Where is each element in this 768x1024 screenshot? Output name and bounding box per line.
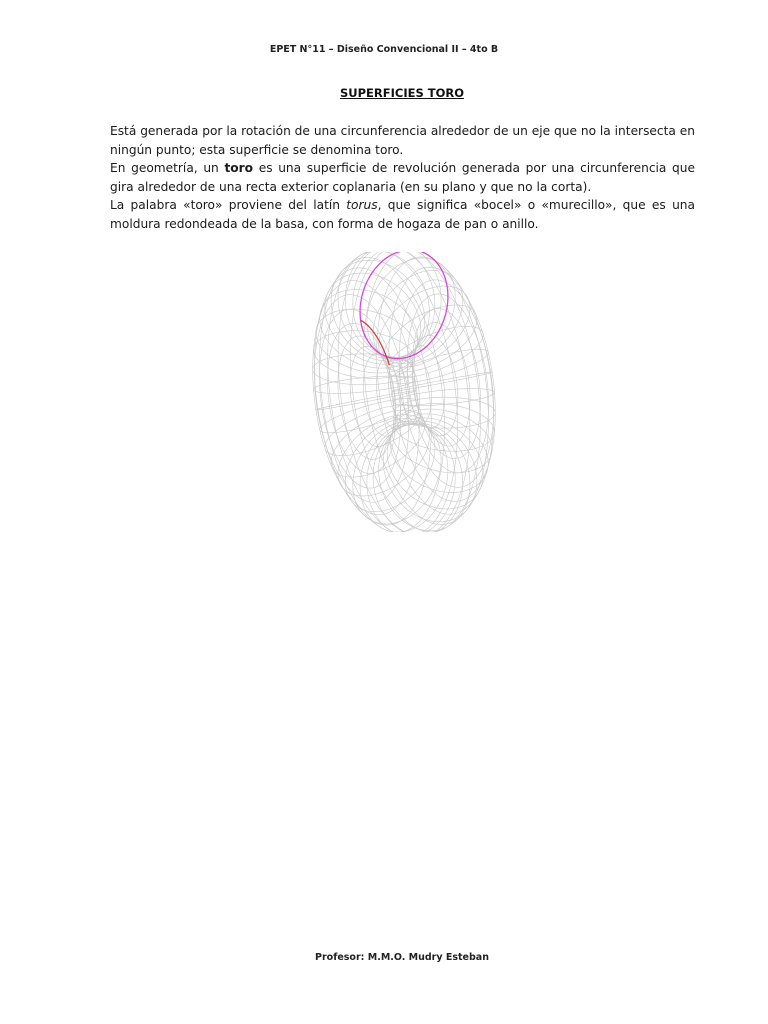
- paragraph-2: [110, 159, 695, 196]
- paragraph-3: [110, 196, 695, 233]
- page-header: EPET N°11 – Diseño Convencional II – 4to B: [269, 44, 499, 55]
- torus-parallel-line: [350, 252, 480, 532]
- paragraph-3-italic-term: torus: [346, 198, 378, 212]
- paragraph-3-start: La palabra «toro» proviene del latín: [110, 198, 347, 212]
- paragraph-3-end: , que significa «bocel» o «murecillo», que es una moldura redondeada de la basa, con forma de hogaza de pan o anillo.: [110, 198, 695, 231]
- torus-figure: [296, 252, 512, 532]
- paragraph-2-end: es una superficie de revolución generada por una circunferencia que gira alrededor de una recta exterior coplanaria (en su plano y que no la corta).: [110, 161, 695, 194]
- torus-wireframe-image: [296, 252, 512, 532]
- paragraph-2-start: En geometría, un: [110, 161, 225, 175]
- torus-meridian-line: [353, 252, 441, 358]
- torus-meridian-line: [331, 260, 425, 361]
- page-title: SUPERFICIES TORO: [339, 86, 464, 100]
- torus-meridian-line: [379, 423, 470, 531]
- paragraph-2-bold-term: toro: [224, 161, 254, 175]
- torus-meridian-line: [338, 252, 429, 359]
- page-footer: Profesor: M.M.O. Mudry Esteban: [315, 952, 489, 963]
- torus-meridian-line: [383, 421, 477, 522]
- paragraph-1: Está generada por la rotación de una circunferencia alrededor de un eje que no la intersecta en ningún punto; esta superficie se denomina toro.: [110, 124, 695, 157]
- body-text: [110, 122, 695, 233]
